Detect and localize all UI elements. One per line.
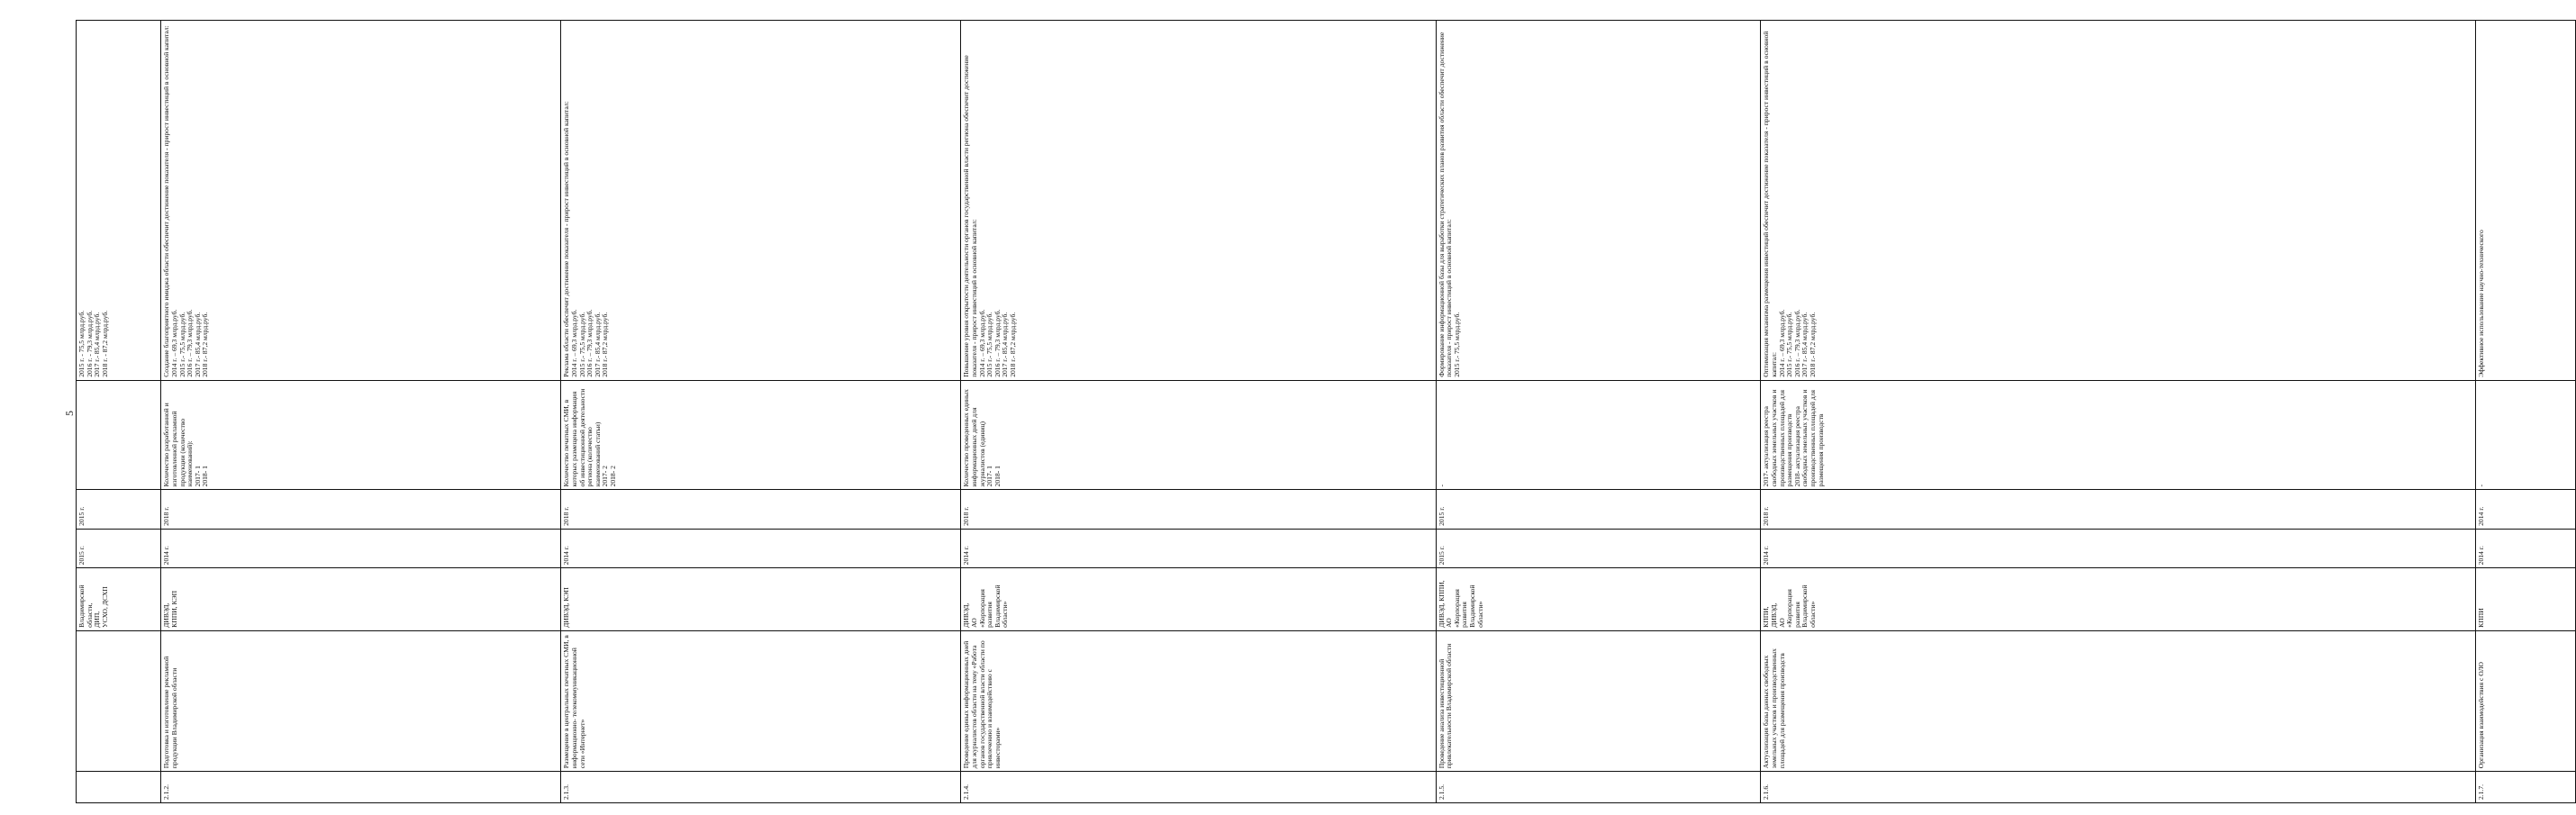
cell-number: 2.1.3. <box>561 772 961 803</box>
cell-line: Количество печатных СМИ, в которых размещена информация об инвестиционной деятельности региона (количество наименований статьи) <box>562 388 602 487</box>
cell-activity-name: Подготовка и изготовление рекламной продукции Владимирской области <box>161 630 561 771</box>
cell-line: 2017- 2 <box>601 466 610 487</box>
cell-activity-name: Проведение анализа инвестиционной привлекательности Владимирской области <box>1436 630 1761 771</box>
cell-line: 2015 г.- 75,5 млрд.руб. <box>177 312 186 377</box>
cell-line: ДИВЭД, <box>1769 602 1778 628</box>
cell-line: области» <box>1808 601 1817 628</box>
cell-line: КППИ, <box>1762 606 1771 628</box>
cell-line: ДИВЭД, <box>962 602 971 628</box>
cell-line: Владимирской <box>993 584 1002 628</box>
cell-line: 2018 г.- 87,2 млрд.руб. <box>201 312 210 377</box>
rotated-table-wrapper <box>76 20 2485 803</box>
cell-start-date: 2014 г. <box>2475 529 2575 567</box>
cell-line: «Корпорация <box>1452 589 1461 628</box>
cell-line: 2014 г. – 69,3 млрд.руб. <box>169 309 178 377</box>
cell-line: 2017 г.- 85,4 млрд.руб. <box>593 312 602 377</box>
cell-line: 2018- 1 <box>993 466 1002 487</box>
cell-line: Реклама области обеспечит достижение показателя - прирост инвестиций в основной капитал: <box>562 101 571 377</box>
cell-line: области» <box>1001 601 1010 628</box>
cell-line: Формирование информационной базы для выработки стратегических планов развития области обеспечит достижение показателя - прирост инвестиций в основной капитал: <box>1437 32 1454 377</box>
cell-end-date: 2015 г. <box>1436 490 1761 529</box>
cell-line: 2016 г. – 79,3 млрд.руб. <box>1792 309 1801 377</box>
cell-expected-result <box>161 21 561 381</box>
cell-line: Повышение уровня открытости деятельности органов государственной власти региона обеспечит достижение показателя - прирост инвестиций в основной капитал: <box>962 55 978 377</box>
cell-activity-name <box>77 630 161 771</box>
cell-expected-result <box>561 21 961 381</box>
cell-line: области, <box>85 602 94 628</box>
cell-line: 2017- 1 <box>193 466 202 487</box>
cell-number: 2.1.7. <box>2475 772 2575 803</box>
cell-line: 2017 г.- 85,4 млрд.руб. <box>1001 312 1010 377</box>
cell-indicator <box>161 380 561 490</box>
cell-line: 2014 г. – 69,3 млрд.руб. <box>1777 309 1786 377</box>
cell-number: 2.1.2. <box>161 772 561 803</box>
cell-line: 2018 г.- 87,2 млрд.руб. <box>1808 312 1817 377</box>
table-row <box>161 21 561 803</box>
table-row <box>2475 21 2575 803</box>
cell-line: Количество разработанной и изготовленной рекламной продукции (количество наименований): <box>162 403 195 487</box>
cell-line: «Корпорация <box>977 589 986 628</box>
cell-line: 2016 г. – 79,3 млрд.руб. <box>585 309 594 377</box>
cell-line: Оптимизация механизма размещения инвестиций обеспечит достижение показателя - прирост инвестиций в основной капитал: <box>1762 31 1778 377</box>
cell-line: АО <box>1445 618 1454 628</box>
cell-line: 2015 г.- 75,5 млрд.руб. <box>1785 312 1794 377</box>
cell-activity-name: Размещение в центральных печатных СМИ, в информационно- телекоммуникационной сети «Интернет» <box>561 630 961 771</box>
cell-executors <box>77 568 161 631</box>
table-row <box>1436 21 1761 803</box>
cell-executors <box>1436 568 1761 631</box>
cell-line: 2017- актуализация реестра свободных земельных участков и производственных площадей для размещения производств <box>1762 389 1794 487</box>
cell-line: Эффективное использование научно-технического <box>2476 230 2485 377</box>
cell-activity-name: Проведение единых информационных дней для журналистов области на тему «Работа органов государственной власти области по привлечению и взаимодействию с инвесторами» <box>961 630 1436 771</box>
cell-indicator <box>961 380 1436 490</box>
cell-start-date: 2014 г. <box>161 529 561 567</box>
cell-line: 2018 г.- 87,2 млрд.руб. <box>1008 312 1017 377</box>
cell-line: 2014 г. – 69,3 млрд.руб. <box>977 309 986 377</box>
cell-expected-result <box>2475 21 2575 381</box>
cell-expected-result <box>1436 21 1761 381</box>
cell-line: Создание благоприятного имиджа области обеспечит достижение показателя - прирост инвестиций в основной капитал: <box>162 25 171 377</box>
cell-expected-result <box>1761 21 2476 381</box>
cell-line: - <box>2476 484 2485 487</box>
cell-number <box>77 772 161 803</box>
cell-line: КППИ <box>2476 608 2485 628</box>
cell-end-date: 2018 г. <box>561 490 961 529</box>
cell-end-date: 2018 г. <box>1761 490 2476 529</box>
cell-line: УСХО, ДСХП <box>100 586 109 628</box>
cell-line: 2017- 1 <box>985 466 994 487</box>
cell-end-date: 2014 г. <box>2475 490 2575 529</box>
cell-executors <box>161 568 561 631</box>
cell-line: Владимирской <box>1800 584 1810 628</box>
page-number: 5 <box>63 411 76 416</box>
cell-start-date: 2015 г. <box>77 529 161 567</box>
cell-executors <box>961 568 1436 631</box>
cell-line: развития <box>1460 602 1469 628</box>
cell-line: ДИП, <box>93 611 102 628</box>
cell-line: АО <box>1777 618 1786 628</box>
cell-line: Количество проведенных единых информационных дней для журналистов (единиц) <box>962 389 986 487</box>
cell-line: 2017 г.- 85,4 млрд.руб. <box>93 312 102 377</box>
cell-end-date: 2018 г. <box>961 490 1436 529</box>
cell-indicator <box>2475 380 2575 490</box>
cell-line: ДИВЭД, КЭП <box>562 587 571 628</box>
table-row <box>561 21 961 803</box>
cell-executors <box>2475 568 2575 631</box>
cell-expected-result <box>961 21 1436 381</box>
cell-end-date: 2015 г. <box>77 490 161 529</box>
cell-line: 2016 г. – 79,3 млрд.руб. <box>186 309 195 377</box>
cell-indicator <box>1436 380 1761 490</box>
cell-executors <box>1761 568 2476 631</box>
cell-line: 2016 г. – 79,3 млрд.руб. <box>993 309 1002 377</box>
cell-line: КППИ, КЭП <box>169 590 178 628</box>
cell-line: - <box>1437 484 1446 487</box>
cell-line: 2015 г.- 75,5 млрд.руб. <box>985 312 994 377</box>
cell-line: развития <box>985 602 994 628</box>
cell-line: 2015 г.- 75,5 млрд.руб. <box>577 312 586 377</box>
table-row <box>961 21 1436 803</box>
cell-line: 2018 г.- 87,2 млрд.руб. <box>601 312 610 377</box>
cell-end-date: 2018 г. <box>161 490 561 529</box>
cell-indicator <box>561 380 961 490</box>
cell-line: ДИВЭД, <box>162 602 171 628</box>
cell-line: 2017 г.- 85,4 млрд.руб. <box>1800 312 1810 377</box>
cell-line: 2017 г.- 85,4 млрд.руб. <box>193 312 202 377</box>
cell-line: Владимирской <box>1467 584 1476 628</box>
cell-line: АО <box>969 618 978 628</box>
cell-line: 2014 г. – 69,3 млрд.руб. <box>569 309 578 377</box>
cell-expected-result <box>77 21 161 381</box>
cell-start-date: 2014 г. <box>961 529 1436 567</box>
cell-activity-name: Актуализация базы данных свободных земельных участков и производственных площадей для размещения производств <box>1761 630 2476 771</box>
cell-number: 2.1.5. <box>1436 772 1761 803</box>
cell-number: 2.1.4. <box>961 772 1436 803</box>
cell-line: 2018- 1 <box>201 466 210 487</box>
table-row <box>77 21 161 803</box>
cell-line: области» <box>1475 601 1484 628</box>
cell-line: ДИВЭД, КППИ, <box>1437 580 1446 628</box>
cell-start-date: 2014 г. <box>1761 529 2476 567</box>
cell-line: 2018- актуализация реестра свободных земельных участков и производственных площадей для размещения производств <box>1792 389 1825 487</box>
cell-start-date: 2014 г. <box>561 529 961 567</box>
cell-line: Владимирской <box>77 584 86 628</box>
cell-line: «Корпорация <box>1785 589 1794 628</box>
cell-line: 2018- 2 <box>608 466 617 487</box>
cell-line: 2018 г. - 87,2 млрд.руб. <box>100 310 109 377</box>
cell-line: 2016 г. - 79,3 млрд.руб. <box>85 310 94 377</box>
cell-start-date: 2015 г. <box>1436 529 1761 567</box>
plan-table <box>76 20 2576 803</box>
cell-line: 2015 г.- 75,5 млрд.руб. <box>1452 312 1461 377</box>
cell-number: 2.1.6. <box>1761 772 2476 803</box>
table-body <box>77 21 2576 803</box>
cell-indicator <box>1761 380 2476 490</box>
cell-activity-name: Организация взаимодействия с ОЛО <box>2475 630 2575 771</box>
table-row <box>1761 21 2476 803</box>
cell-executors <box>561 568 961 631</box>
cell-line: развития <box>1792 602 1801 628</box>
cell-line: 2015 г. - 75,5 млрд.руб. <box>77 310 86 377</box>
cell-indicator <box>77 380 161 490</box>
